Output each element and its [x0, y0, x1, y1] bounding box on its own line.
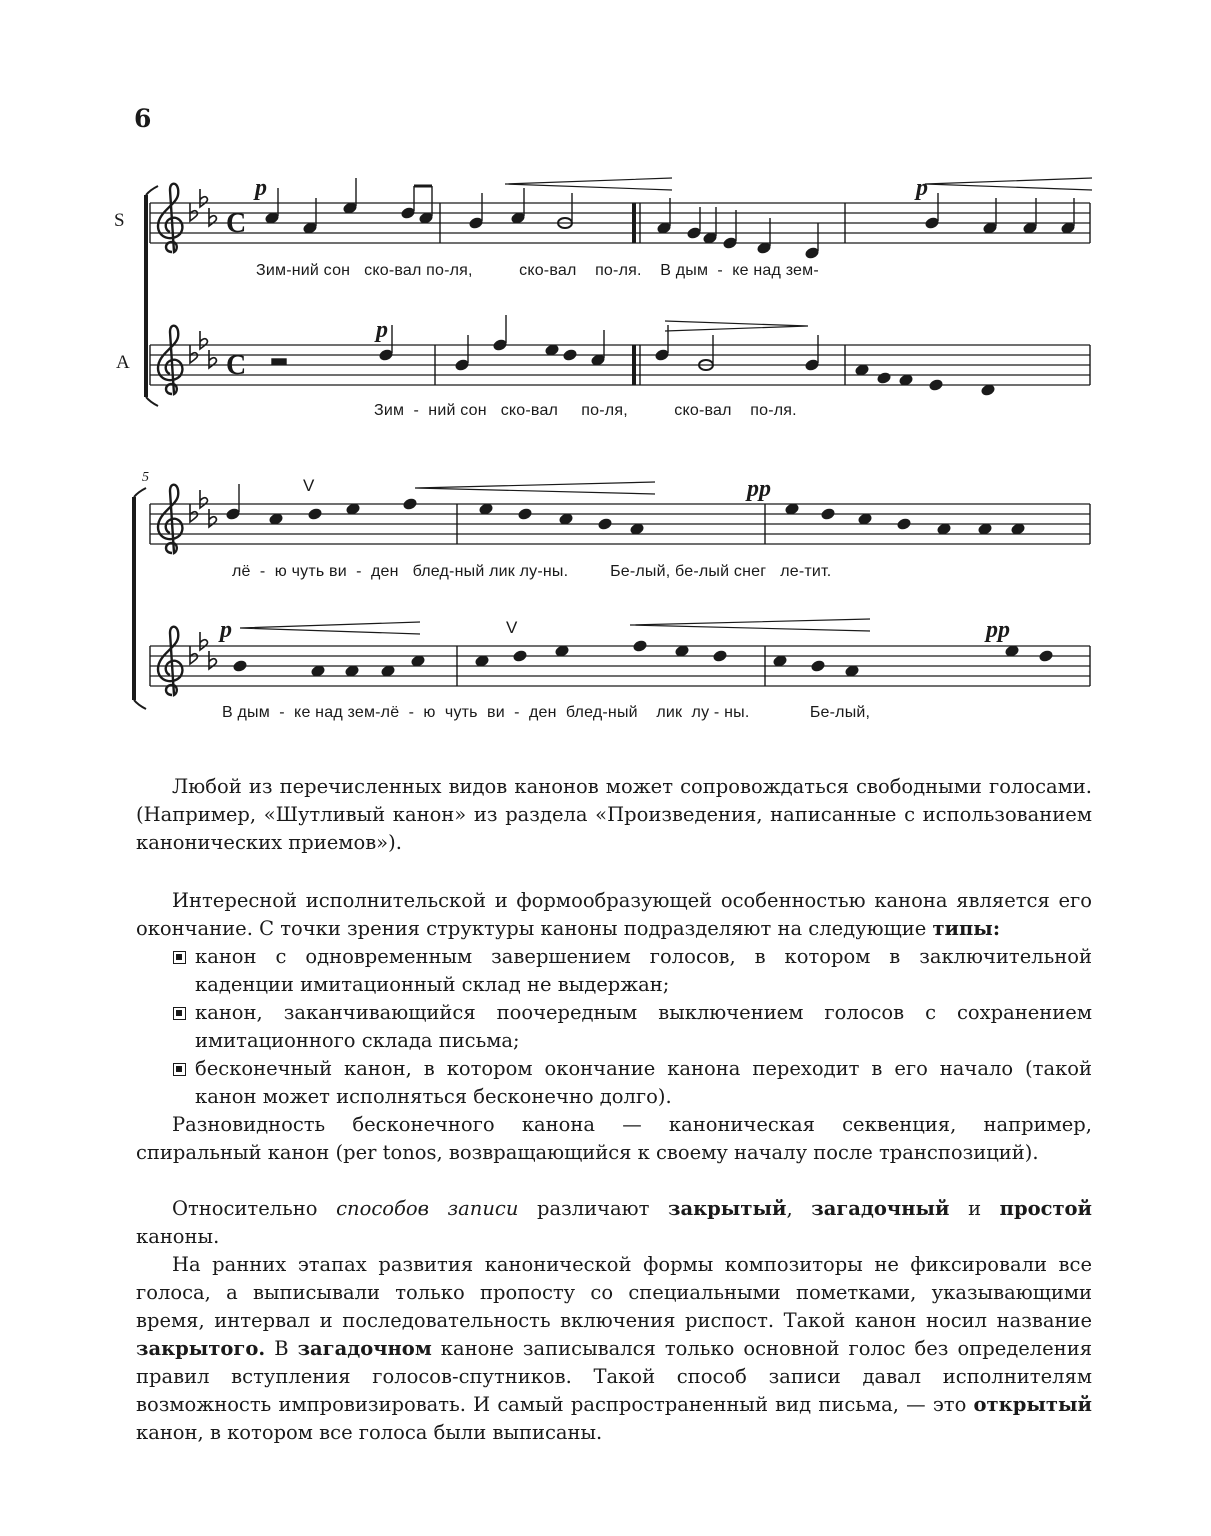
paragraph: На ранних этапах развития канонической формы композиторы не фиксировали все голоса, а выписывали только пропосту со специальными пометками, указывающими время, интервал и последовательность включения риспост. Такой канон носил название закрытого. В загадочном каноне записывался только основной голос без определения правил вступления голосов-спутников. Такой способ записи давал исполнителям возможность импровизировать. И самый распространенный вид письма, — это открытый канон, в котором все голоса были выписаны. — [136, 1253, 1093, 1444]
music-score — [0, 0, 1211, 760]
notes-alto-2 — [233, 640, 1053, 677]
breath-mark: V — [506, 618, 518, 637]
dynamic-marking: p — [220, 617, 232, 643]
list-item: бесконечный канон, в котором окончание канона переходит в его начало (такой канон может исполняться бесконечно долго). — [136, 1055, 1092, 1111]
paragraph: Интересной исполнительской и формообразующей особенностью канона является его окончание. С точки зрения структуры каноны подразделяют на следующие типы: — [136, 889, 1092, 940]
staff-label-soprano: S — [114, 210, 125, 231]
list-item: канон с одновременным завершением голосов, в котором в заключительной каденции имитационный склад не выдержан; — [136, 943, 1092, 999]
staff-alto-1 — [150, 345, 1090, 385]
square-bullet-icon — [173, 1063, 186, 1076]
dynamic-marking: p — [255, 175, 267, 201]
paragraph: Любой из перечисленных видов канонов может сопровождаться свободными голосами. (Например, «Шутливый канон» из раздела «Произведения, написанные с использованием канонических приемов»). — [136, 775, 1092, 854]
lyrics-soprano-2: лё - ю чуть ви - ден блед-ный лик лу-ны. Бе-лый, бе-лый снег ле-тит. — [232, 563, 832, 580]
notes-soprano-2 — [226, 484, 1025, 535]
measure-number: 5 — [142, 470, 149, 485]
dynamic-marking: p — [376, 317, 388, 343]
list-item: канон, заканчивающийся поочередным выключением голосов с сохранением имитационного склада письма; — [136, 999, 1092, 1055]
treble-clef-icon — [158, 627, 182, 695]
lyrics-soprano-1: Зим-ний сон ско-вал по-ля, ско-вал по-ля. В дым - ке над зем- — [256, 262, 819, 279]
lyrics-alto-1: Зим - ний сон ско-вал по-ля, ско-вал по-ля. — [374, 402, 797, 419]
staff-soprano-2 — [150, 504, 1090, 544]
repeat-barline — [634, 203, 640, 385]
dynamic-marking: pp — [986, 617, 1010, 643]
lyrics-alto-2: В дым - ке над зем-лё - ю чуть ви - ден блед-ный лик лу - ны. Бе-лый, — [222, 704, 871, 721]
square-bullet-icon — [173, 951, 186, 964]
body-text — [136, 1195, 1092, 1447]
dynamic-marking: p — [916, 175, 928, 201]
square-bullet-icon — [173, 1007, 186, 1020]
body-text — [136, 887, 1092, 1167]
types-list — [136, 943, 1092, 1111]
page-number: 6 — [134, 104, 152, 133]
treble-clef-icon — [158, 184, 182, 252]
paragraph: Разновидность бесконечного канона — каноническая секвенция, например, спиральный канон (per tonos, возвращающийся к своему началу после транспозиций). — [136, 1113, 1092, 1164]
staff-alto-2 — [150, 646, 1090, 686]
treble-clef-icon — [158, 326, 182, 394]
breath-mark: V — [303, 476, 315, 495]
paragraph: Относительно способов записи различают закрытый, загадочный и простой каноны. — [136, 1197, 1093, 1248]
staff-label-alto: A — [116, 352, 130, 373]
dynamic-marking: pp — [747, 476, 771, 502]
common-time-icon: C — [226, 350, 247, 381]
staff-soprano-1 — [150, 203, 1090, 243]
common-time-icon: C — [226, 208, 247, 239]
body-text — [136, 773, 1092, 857]
treble-clef-icon — [158, 485, 182, 553]
